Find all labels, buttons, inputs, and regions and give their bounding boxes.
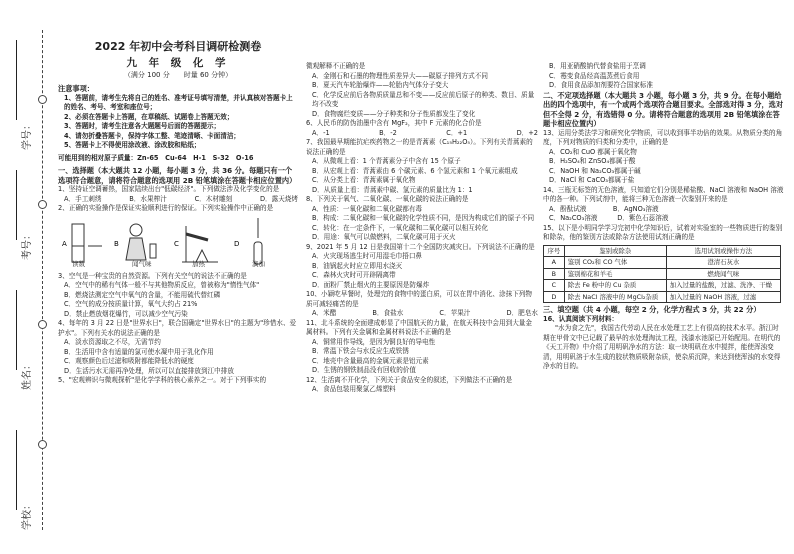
table-cell: C [544, 280, 565, 292]
section-3-title: 三、填空题（共 4 小题，每空 2 分，化学方程式 3 分，共 22 分） [543, 305, 761, 314]
option[interactable]: A．空气中的稀有气体一般不与其他物质反应，曾被称为"惰性气体" [64, 281, 260, 289]
question-4: 4、每年的 3 月 22 日是"世界水日"，联合国确定"世界水日"的主题为"珍惜水、爱护水"。下列有关水的说法正确的是 [58, 319, 297, 337]
question-2: 2、正确的实验操作是保证实验顺利进行的保证。下列实验操作中正确的是 [58, 204, 274, 212]
table-cell: D [544, 291, 565, 303]
option[interactable]: C．观察颜色后过滤和吸附都能降低水的硬度 [64, 357, 194, 365]
question-3: 3、空气是一种宝贵的自然资源。下列有关空气的说法不正确的是 [58, 271, 247, 280]
reading-passage: "水为食之先"，我国古代劳动人民在水处理工艺上有很高的技术水平。浙江时期在甲骨文中已记载了最早的水处理淘汰工程，浅漆水池原已开始配用。在明代的《天工开物》中介绍了用明矾净水的方法：取一块明矾在水中搅拌，能使浑浊变清，用明矾溶于水生成的胶状物质吸附杂质，使杂质沉降，来达到使浑浊的水变得净水的目的。 [543, 324, 781, 370]
question-10: 10、小颖吃早餐时，处理完的食物中的蛋白质，可以在胃中消化、涂抹下列物质可减轻痛苦的是 [306, 290, 532, 308]
question-13: 13、运用分类法学习和研究化学物质，可以收到事半功倍的效果。从物质分类的角度，下列对物质的归类和分类中，正确的是 [543, 128, 783, 146]
question-15-table [543, 245, 781, 304]
exam-title: 2022 年初中会考科目调研检测卷 [94, 40, 262, 53]
svg-text:A: A [62, 239, 67, 248]
exam-number-blank[interactable] [16, 170, 17, 240]
binding-hole [38, 95, 47, 104]
name-label: 姓名： [22, 360, 33, 390]
option[interactable]: A．火灾现场逃生时可用湿毛巾捂口鼻 [312, 252, 423, 260]
option[interactable]: C．木材雕刻 [194, 194, 233, 203]
svg-text:C: C [174, 239, 179, 248]
svg-text:B: B [114, 239, 119, 248]
atomic-masses: 可能用到的相对原子质量：Zn-65 Cu-64 H-1 S-32 O-16 [58, 153, 254, 162]
table-header: 选用试剂或操作方法 [666, 245, 780, 257]
option[interactable]: D．从质量上看：青蒿素中碳、氢元素的质量比为 1：1 [312, 185, 473, 194]
table-cell: 燃烧闻气味 [666, 268, 780, 280]
question-14: 14、三瓶无标签的无色溶液，只知道它们分别是稀盐酸、NaCl 溶液和 NaOH 溶液中的各一种。下列试剂中，能将三种无色溶液一次鉴别开来的是 [543, 185, 784, 203]
school-blank[interactable] [16, 430, 17, 510]
option[interactable]: D．生锈的钢铁制品没有回收的价值 [312, 366, 416, 374]
option[interactable]: B．从宏观上看：青蒿素由 6 个碳元素、6 个氢元素和 1 个氧元素组成 [312, 166, 518, 175]
figure-caption: 闻气味 [132, 260, 152, 268]
question-9: 9、2021 年 5 月 12 日是我国第十二个全国防灾减灾日。下列说法不正确的是 [306, 242, 535, 251]
table-cell: 澄清石灰水 [666, 257, 780, 269]
table-row [544, 291, 781, 303]
option[interactable]: B．H₂SO₄和 ZnSO₄都属于酸 [549, 157, 636, 165]
option[interactable]: A．食品包装用聚氯乙烯塑料 [312, 385, 396, 393]
option[interactable]: C．Na₂CO₃溶液 D．紫色石蕊溶液 [549, 214, 669, 222]
school-label: 学校： [22, 500, 33, 530]
table-cell: 加入过量的 NaOH 溶液，过滤 [666, 291, 780, 303]
figure-caption: 读数 [72, 260, 85, 268]
option[interactable]: A．手工刺绣 [64, 194, 102, 203]
option[interactable]: A．金刚石和石墨的物理性质差异大——碳原子排列方式不同 [312, 71, 488, 80]
exam-meta: （满分 100 分 时量 60 分钟） [123, 71, 233, 79]
option[interactable]: C．+1 [446, 128, 468, 137]
option[interactable]: B．构成：二氧化碳和一氧化碳的化学性质不同，是因为构成它们的原子不同 [312, 214, 535, 222]
option[interactable]: D．食物腐烂变质——分子种类和分子性质都发生了变化 [312, 109, 476, 118]
question-12: 12、生活离不开化学，下列关于食品安全的叙述，下列做法不正确的是 [306, 375, 513, 384]
svg-text:D: D [234, 239, 240, 248]
table-row [544, 257, 781, 269]
table-cell: 除去 NaCl 溶液中的 MgCl₂杂质 [564, 291, 666, 303]
table-cell: 鉴别棉花和羊毛 [564, 268, 666, 280]
option[interactable]: B．油锅起火时应立即用水浇灭 [312, 261, 403, 270]
question-6: 6、人民币的防伪油墨中含有 MgF₂，其中 F 元素的化合价是 [306, 119, 482, 127]
table-header: 序号 [544, 245, 565, 257]
question-7: 7、我国最早期能抗疟疾药物之一的是青蒿素（C₁₅H₂₂O₅）。下列有关青蒿素的说法正确的是 [306, 138, 533, 156]
section-2-title: 二、不定项选择题（本大题共 3 小题，每小题 3 分，共 9 分。在每小题给出的四个选项中，有一个或两个选项符合题目要求。全部选对得 3 分，选对但不全得 2 分，有选错得 0 分。请将符合题意的选项用 2B 铅笔填涂在答题卡相应位置内） [543, 90, 784, 128]
option[interactable]: C．NaOH 和 Na₂CO₃都属于碱 [549, 166, 641, 175]
question-16: 16、认真阅读下列材料： [543, 314, 619, 323]
option[interactable]: C．化学反应前后各物质质量总和不变——反应前后原子的种类、数目、质量均不改变 [312, 90, 535, 108]
option[interactable]: A．-1 [312, 128, 330, 137]
note-item: 5、答题卡上不得使用涂改液、涂改胶和贴纸； [64, 141, 201, 149]
option[interactable]: A．CO₂和 CuO 都属于氧化物 [549, 147, 637, 156]
option[interactable]: D．用途：氧气可以做燃料，二氧化碳可用于灭火 [312, 233, 456, 241]
option[interactable]: B．生活用中含有适量的氯可使水凝中用于乳化作用 [64, 347, 214, 356]
question-11: 11、北斗系统的全面建成彰显了中国航天的力量，在航天科技中会用到大量金属材料。下列有关金属和金属材料说法不正确的是 [306, 318, 532, 336]
notes-title: 注意事项： [58, 84, 94, 93]
table-cell: 除去 Fe 粉中的 Cu 杂质 [564, 280, 666, 292]
table-row [544, 268, 781, 280]
exam-subject: 九 年 级 化 学 [126, 57, 230, 69]
column-1 [58, 40, 298, 386]
question-1-options [58, 195, 298, 205]
option[interactable]: B．食盐水 [372, 309, 404, 317]
table-header: 鉴别或除杂 [564, 245, 666, 257]
question-5-continued: 微观解释不正确的是 [306, 62, 366, 70]
option[interactable]: C．从分类上看：青蒿素属于氧化物 [312, 176, 416, 184]
option[interactable]: B．-2 [379, 128, 397, 137]
option[interactable]: D．生活污水无需再净处理，所以可以直接排放到江中排放 [64, 366, 234, 375]
question-6-options [306, 129, 538, 139]
option[interactable]: C．地壳中含量最高的金属元素是铝元素 [312, 356, 429, 365]
option[interactable]: C．苹果汁 [439, 309, 471, 317]
figure-caption: 加热 [192, 260, 205, 268]
table-cell: B [544, 268, 565, 280]
question-1: 1、坚持证空调蓄热，国家陆续出台"低碳经济"。下列做法涉及化学变化的是 [58, 185, 280, 193]
option[interactable]: A．从微观上看：1 个青蒿素分子中含有 15 个原子 [312, 157, 461, 165]
option[interactable]: C．转化：在一定条件下，一氧化碳和二氧化碳可以相互转化 [312, 223, 489, 232]
column-3 [543, 62, 785, 372]
binding-margin [0, 0, 52, 554]
binding-hole [38, 320, 47, 329]
option[interactable]: D．肥皂水 [506, 309, 538, 317]
lab-figures [58, 216, 298, 270]
table-cell: 加入过量的盐酸，过滤、洗净、干燥 [666, 280, 780, 292]
question-5: 5、"宏观辨识与微观探析"是化学学科的核心素养之一。对于下列事实的 [58, 376, 267, 384]
option[interactable]: B．燃烧法测定空气中氧气的含量，不能用硫代替红磷 [64, 290, 221, 299]
option[interactable]: A．米醋 [312, 309, 337, 317]
option[interactable]: B．常温下铁会与水反应生成铁锈 [312, 347, 409, 355]
option[interactable]: A．淡水资源取之不尽，无需节约 [64, 338, 161, 346]
option[interactable]: B．用亚硝酸钠代替食盐用于烹调 [549, 62, 646, 70]
option[interactable]: C．霉变食品经高温蒸煮后食用 [549, 71, 640, 80]
student-id-blank[interactable] [16, 40, 17, 120]
option[interactable]: A．性质：一氧化碳和二氧化碳都有毒 [312, 204, 423, 213]
figure-caption: 滴加 [252, 260, 265, 268]
option[interactable]: D．禁止燃放烟花爆竹，可以减少空气污染 [64, 309, 188, 318]
option[interactable]: D．面粉厂禁止烟火的主要原因是防爆炸 [312, 280, 430, 289]
table-cell: A [544, 257, 565, 269]
binding-hole [38, 200, 47, 209]
section-1-title: 一、选择题（本大题共 12 小题，每小题 3 分，共 36 分。每题只有一个选项符合题意，请将符合题意的选项用 2B 铅笔填涂在答题卡相应位置内） [58, 166, 297, 185]
question-15: 15、以下是小明同学学习完初中化学知识后，试着对实验室的一些物质进行的鉴别和除杂，他的鉴别方法或除杂方法使用试剂正确的是 [543, 223, 783, 241]
question-8: 8、下列关于氧气、二氧化碳、一氧化碳的说法正确的是 [306, 195, 469, 203]
note-item: 1、答题前，请考生先将自己的姓名、准考证号填写清楚，并认真核对答题卡上的姓名、考号、考室和座位号； [64, 93, 293, 111]
question-10-options [306, 309, 538, 319]
option[interactable]: D．食用食品添加剂要符合国家标准 [549, 81, 653, 89]
name-blank[interactable] [16, 290, 17, 370]
exam-number-label: 考号： [22, 230, 33, 260]
option[interactable]: B．夏天汽车轮胎爆炸——轮胎内气体分子变大 [312, 81, 449, 89]
note-item: 2、必须在答题卡上答题，在草稿纸、试题卷上答题无效； [64, 112, 234, 121]
option[interactable]: C．空气的成分按质量计算，氧气大约占 21% [64, 300, 198, 308]
table-header-row [544, 245, 781, 257]
student-id-label: 学号： [22, 120, 33, 150]
binding-dashed-line [42, 30, 43, 530]
note-item: 3、答题时，请考生注意各大题题号后面的答题提示； [64, 122, 221, 130]
table-row [544, 280, 781, 292]
option[interactable]: D．露天烧烤 [259, 194, 298, 203]
option[interactable]: D．NaCl 和 CaCO₃都属于盐 [549, 176, 635, 184]
table-cell: 鉴别 CO₂和 CO 气体 [564, 257, 666, 269]
option[interactable]: A．铜常用作导线，是因为铜良好的导电性 [312, 337, 436, 346]
option[interactable]: A．酚酞试液 B．AgNO₃溶液 [549, 204, 659, 213]
option[interactable]: D．+2 [516, 128, 538, 137]
column-2 [306, 62, 538, 395]
binding-hole [38, 440, 47, 449]
option[interactable]: C．森林火灾时可开辟隔离带 [312, 271, 396, 279]
note-item: 4、请勿折叠答题卡，保持字体工整、笔迹清晰、卡面清洁； [64, 131, 241, 140]
option[interactable]: B．水果榨汁 [129, 194, 167, 203]
